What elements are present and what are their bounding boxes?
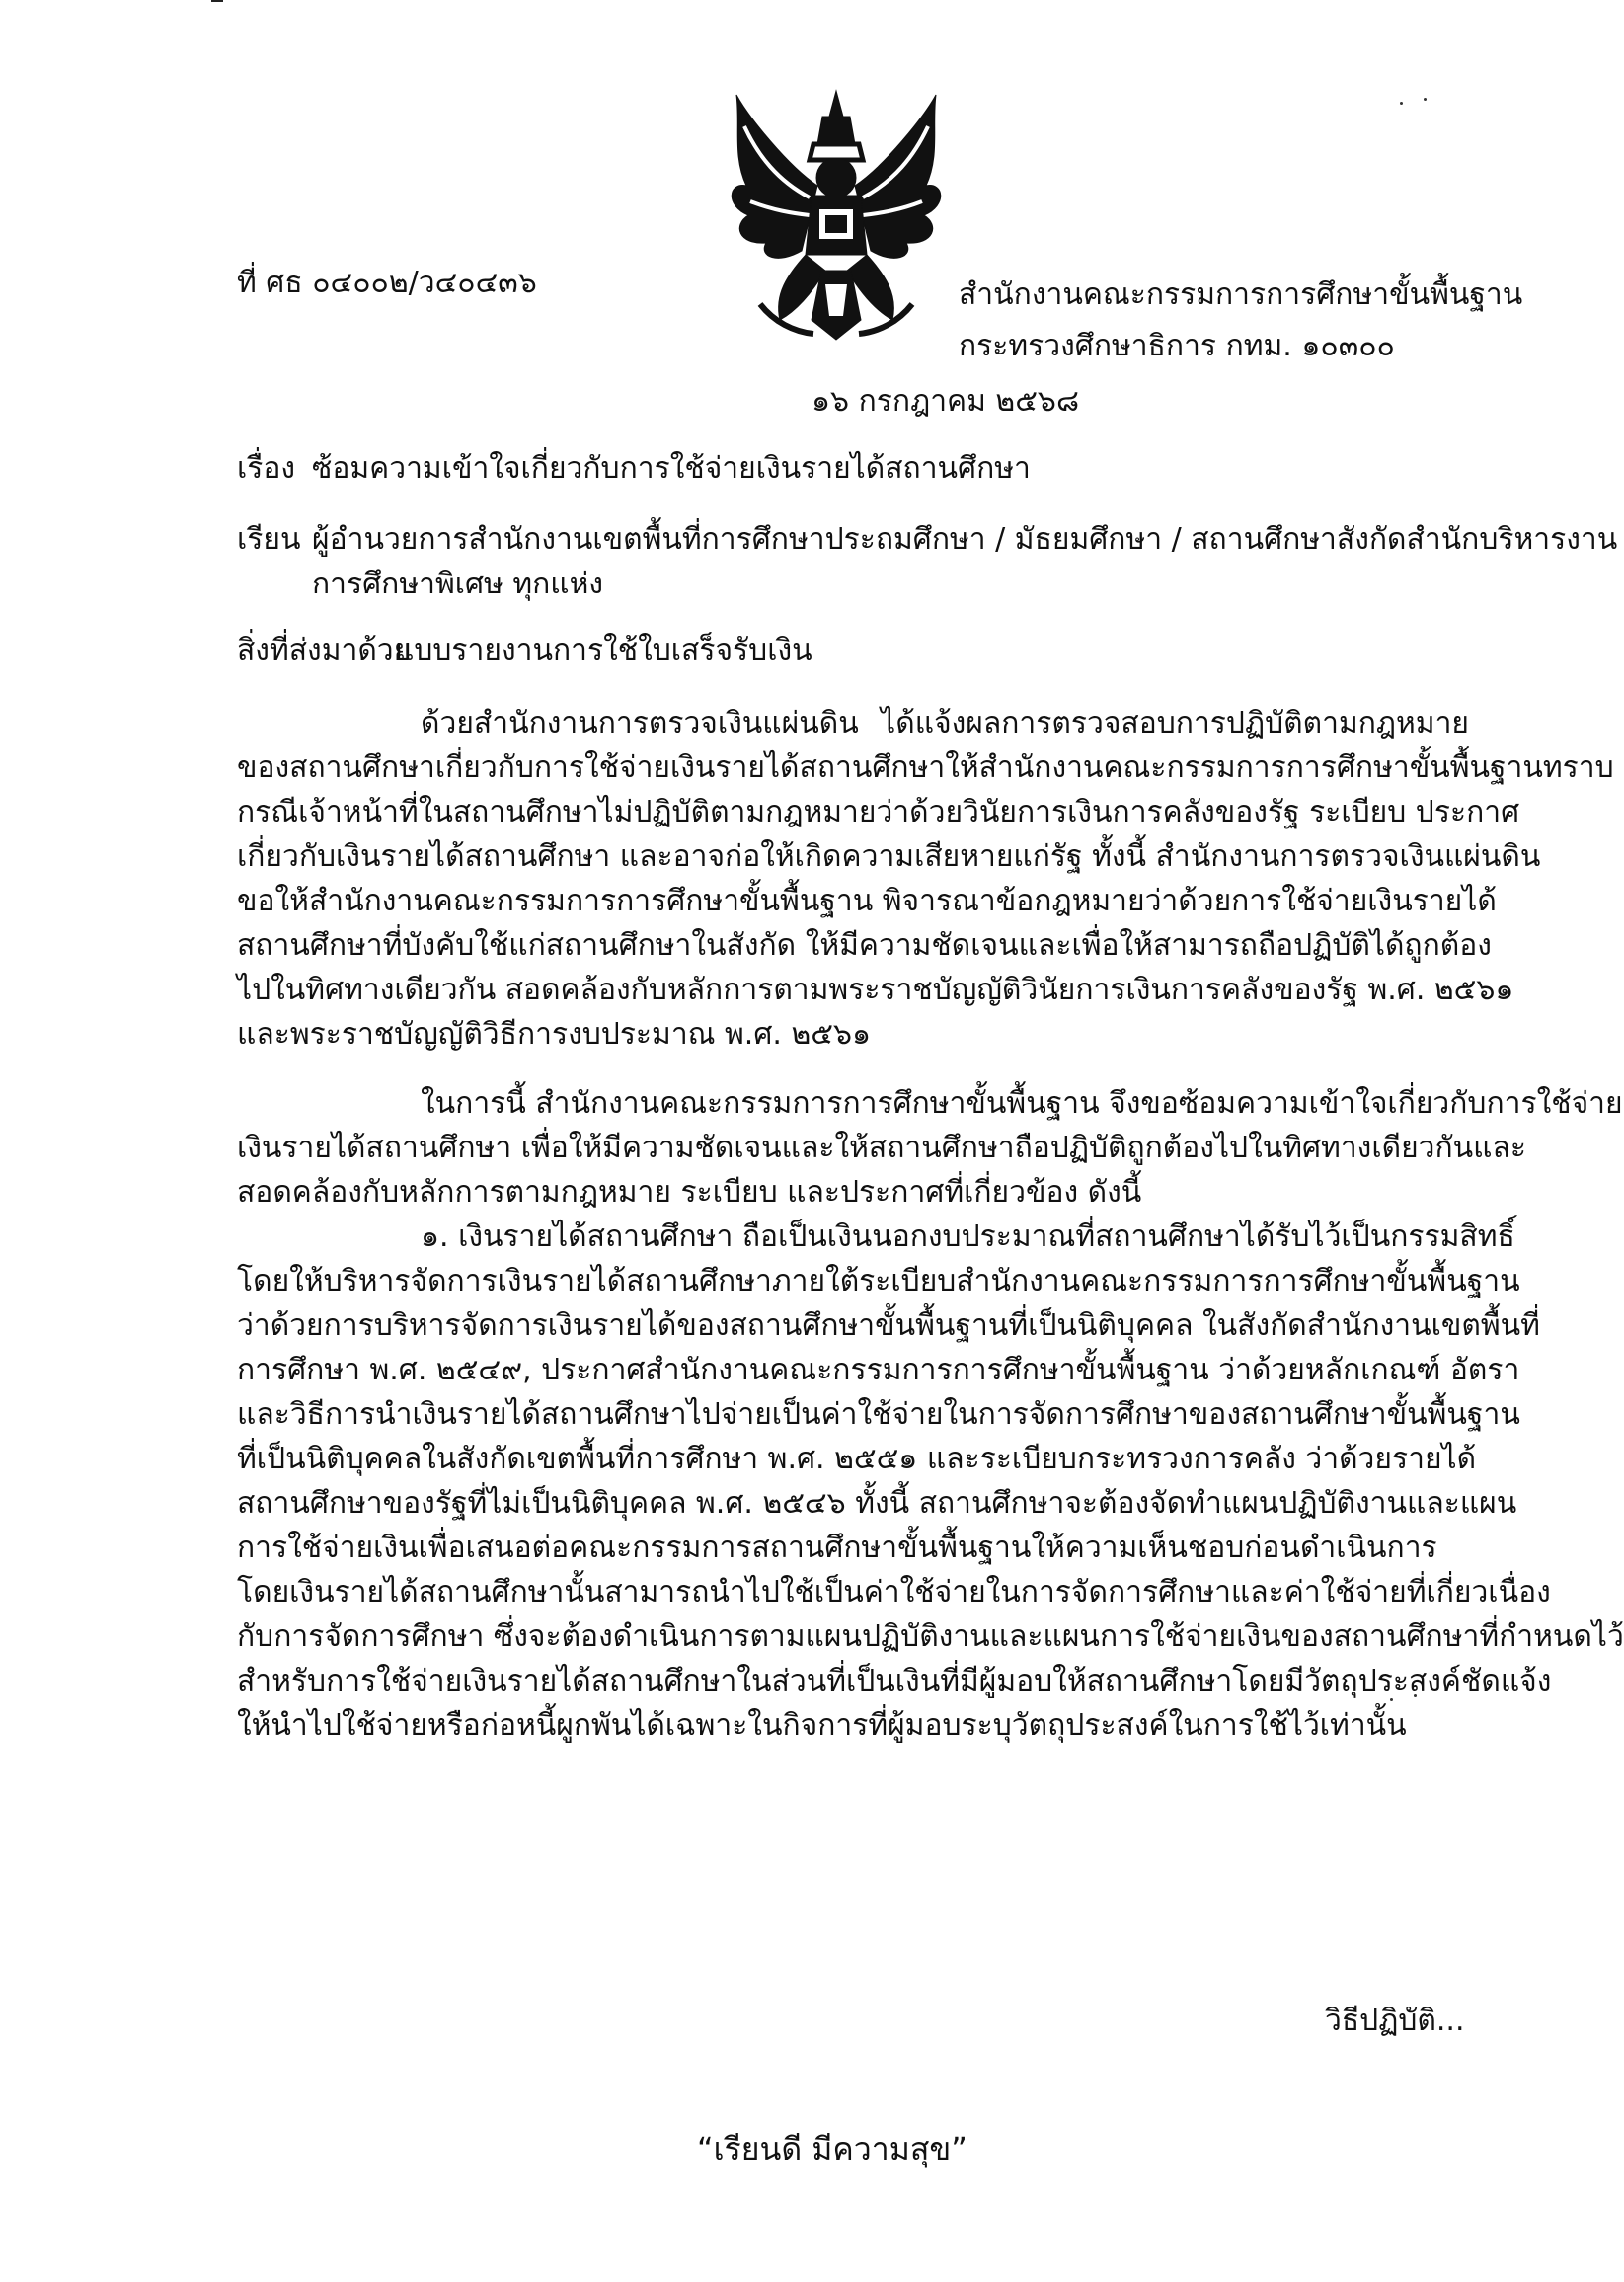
subject-text: ซ้อมความเข้าใจเกี่ยวกับการใช้จ่ายเงินรายได้สถานศึกษา <box>312 451 1031 486</box>
body-line: ด้วยสำนักงานการตรวจเงินแผ่นดิน ได้แจ้งผลการตรวจสอบการปฏิบัติตามกฎหมาย <box>421 706 1469 741</box>
agency-address: กระทรวงศึกษาธิการ กทม. ๑๐๓๐๐ <box>959 329 1395 363</box>
scan-mark <box>211 0 223 2</box>
body-line: โดยเงินรายได้สถานศึกษานั้นสามารถนำไปใช้เป็นค่าใช้จ่ายในการจัดการศึกษาและค่าใช้จ่ายที่เกี่ยวเนื่อง <box>237 1575 1551 1610</box>
agency-name: สำนักงานคณะกรรมการการศึกษาขั้นพื้นฐาน <box>959 277 1523 312</box>
body-line: ขอให้สำนักงานคณะกรรมการการศึกษาขั้นพื้นฐาน พิจารณาข้อกฎหมายว่าด้วยการใช้จ่ายเงินรายได้ <box>237 884 1497 918</box>
body-line: โดยให้บริหารจัดการเงินรายได้สถานศึกษาภายใต้ระเบียบสำนักงานคณะกรรมการการศึกษาขั้นพื้นฐาน <box>237 1264 1520 1298</box>
recipient-label: เรียน <box>237 522 301 557</box>
document-date: ๑๖ กรกฎาคม ๒๕๖๘ <box>812 384 1080 419</box>
body-line: การศึกษา พ.ศ. ๒๕๔๙, ประกาศสำนักงานคณะกรรมการการศึกษาขั้นพื้นฐาน ว่าด้วยหลักเกณฑ์ อัตรา <box>237 1353 1520 1387</box>
garuda-emblem-icon <box>719 87 954 346</box>
recipient-line: ผู้อำนวยการสำนักงานเขตพื้นที่การศึกษาประถมศึกษา / มัธยมศึกษา / สถานศึกษาสังกัดสำนักบริหารงาน <box>312 522 1618 557</box>
subject-label: เรื่อง <box>237 451 296 486</box>
body-line: ๑. เงินรายได้สถานศึกษา ถือเป็นเงินนอกงบประมาณที่สถานศึกษาได้รับไว้เป็นกรรมสิทธิ์ <box>421 1220 1515 1254</box>
body-line: เกี่ยวกับเงินรายได้สถานศึกษา และอาจก่อให้เกิดความเสียหายแก่รัฐ ทั้งนี้ สำนักงานการตรวจเงินแผ่นดิน <box>237 839 1541 874</box>
scan-speck <box>1424 98 1427 101</box>
body-line: ของสถานศึกษาเกี่ยวกับการใช้จ่ายเงินรายได้สถานศึกษาให้สำนักงานคณะกรรมการการศึกษาขั้นพื้นฐานทราบ <box>237 750 1614 785</box>
body-line: ไปในทิศทางเดียวกัน สอดคล้องกับหลักการตามพระราชบัญญัติวินัยการเงินการคลังของรัฐ พ.ศ. ๒๕๖๑ <box>237 973 1514 1007</box>
scan-speck <box>1400 102 1403 105</box>
continuation-text: วิธีปฏิบัติ... <box>1325 2004 1465 2038</box>
body-line: และวิธีการนำเงินรายได้สถานศึกษาไปจ่ายเป็นค่าใช้จ่ายในการจัดการศึกษาของสถานศึกษาขั้นพื้นฐาน <box>237 1397 1520 1432</box>
recipient-line: การศึกษาพิเศษ ทุกแห่ง <box>312 567 604 601</box>
body-line: กรณีเจ้าหน้าที่ในสถานศึกษาไม่ปฏิบัติตามกฎหมายว่าด้วยวินัยการเงินการคลังของรัฐ ระเบียบ ประกาศ <box>237 795 1520 829</box>
document-number: ที่ ศธ ๐๔๐๐๒/ว๔๐๔๓๖ <box>237 266 537 300</box>
body-line: ให้นำไปใช้จ่ายหรือก่อหนี้ผูกพันได้เฉพาะในกิจการที่ผู้มอบระบุวัตถุประสงค์ในการใช้ไว้เท่านั้น <box>237 1708 1407 1743</box>
footer-slogan: “เรียนดี มีความสุข” <box>697 2130 967 2167</box>
enclosure-text: แบบรายงานการใช้ใบเสร็จรับเงิน <box>395 633 812 668</box>
body-line: ที่เป็นนิติบุคคลในสังกัดเขตพื้นที่การศึกษา พ.ศ. ๒๕๕๑ และระเบียบกระทรวงการคลัง ว่าด้วยรายได้ <box>237 1442 1477 1476</box>
body-line: และพระราชบัญญัติวิธีการงบประมาณ พ.ศ. ๒๕๖๑ <box>237 1017 872 1052</box>
body-line: การใช้จ่ายเงินเพื่อเสนอต่อคณะกรรมการสถานศึกษาขั้นพื้นฐานให้ความเห็นชอบก่อนดำเนินการ <box>237 1531 1437 1565</box>
enclosure-label: สิ่งที่ส่งมาด้วย <box>237 633 412 668</box>
body-line: กับการจัดการศึกษา ซึ่งจะต้องดำเนินการตามแผนปฏิบัติงานและแผนการใช้จ่ายเงินของสถานศึกษาที่กำหนดไว้ <box>237 1619 1624 1654</box>
scan-speck <box>1390 1698 1393 1701</box>
body-line: ว่าด้วยการบริหารจัดการเงินรายได้ของสถานศึกษาขั้นพื้นฐานที่เป็นนิติบุคคล ในสังกัดสำนักงานเขตพื้นที่ <box>237 1308 1540 1343</box>
body-line: สถานศึกษาที่บังคับใช้แก่สถานศึกษาในสังกัด ให้มีความชัดเจนและเพื่อให้สามารถถือปฏิบัติได้ถูกต้อง <box>237 928 1492 963</box>
body-line: เงินรายได้สถานศึกษา เพื่อให้มีความชัดเจนและให้สถานศึกษาถือปฏิบัติถูกต้องไปในทิศทางเดียวกันและ <box>237 1131 1526 1165</box>
body-line: ในการนี้ สำนักงานคณะกรรมการการศึกษาขั้นพื้นฐาน จึงขอซ้อมความเข้าใจเกี่ยวกับการใช้จ่าย <box>421 1086 1623 1121</box>
body-line: สถานศึกษาของรัฐที่ไม่เป็นนิติบุคคล พ.ศ. ๒๕๔๖ ทั้งนี้ สถานศึกษาจะต้องจัดทำแผนปฏิบัติงานและแผน <box>237 1486 1517 1521</box>
body-line: สำหรับการใช้จ่ายเงินรายได้สถานศึกษาในส่วนที่เป็นเงินที่มีผู้มอบให้สถานศึกษาโดยมีวัตถุประสงค์ชัดแจ้ง <box>237 1664 1552 1698</box>
body-line: สอดคล้องกับหลักการตามกฎหมาย ระเบียบ และประกาศที่เกี่ยวข้อง ดังนี้ <box>237 1175 1142 1210</box>
